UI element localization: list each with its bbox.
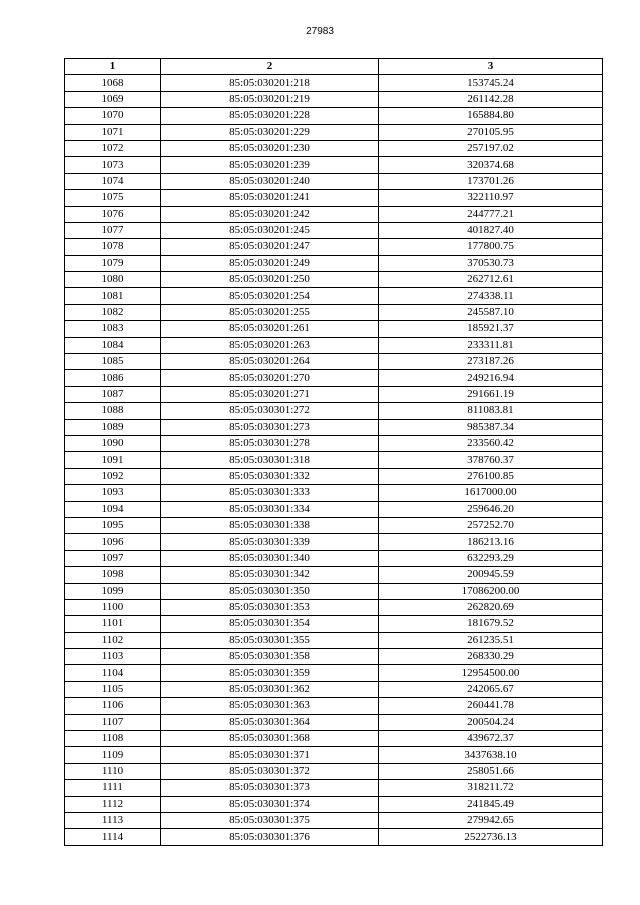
cadastral-number-cell: 85:05:030301:354 [161,616,379,632]
table-row [65,255,603,271]
value-cell: 268330.29 [379,649,603,665]
cadastral-number-cell: 85:05:030301:338 [161,517,379,533]
value-cell: 279942.65 [379,812,603,828]
value-cell: 632293.29 [379,550,603,566]
table-row [65,567,603,583]
cadastral-number-cell: 85:05:030301:273 [161,419,379,435]
row-number-cell: 1092 [65,468,161,484]
row-number-cell: 1110 [65,763,161,779]
row-number-cell: 1109 [65,747,161,763]
value-cell: 273187.26 [379,354,603,370]
value-cell: 241845.49 [379,796,603,812]
table-row [65,304,603,320]
cadastral-number-cell: 85:05:030301:318 [161,452,379,468]
table-row [65,632,603,648]
table-row [65,173,603,189]
table-row [65,239,603,255]
table-row [65,517,603,533]
row-number-cell: 1073 [65,157,161,173]
row-number-cell: 1093 [65,485,161,501]
table-body [65,75,603,845]
cadastral-number-cell: 85:05:030201:241 [161,190,379,206]
cadastral-number-cell: 85:05:030301:359 [161,665,379,681]
table-row [65,599,603,615]
row-number-cell: 1081 [65,288,161,304]
value-cell: 291661.19 [379,386,603,402]
table-row [65,452,603,468]
table-row [65,435,603,451]
value-cell: 260441.78 [379,698,603,714]
cadastral-number-cell: 85:05:030201:261 [161,321,379,337]
cadastral-number-cell: 85:05:030201:240 [161,173,379,189]
table-row [65,370,603,386]
table-row [65,272,603,288]
cadastral-number-cell: 85:05:030301:350 [161,583,379,599]
value-cell: 259646.20 [379,501,603,517]
value-cell: 439672.37 [379,731,603,747]
value-cell: 258051.66 [379,763,603,779]
value-cell: 153745.24 [379,75,603,91]
value-cell: 320374.68 [379,157,603,173]
row-number-cell: 1091 [65,452,161,468]
cadastral-number-cell: 85:05:030301:272 [161,403,379,419]
table-row [65,190,603,206]
table-row [65,468,603,484]
cadastral-number-cell: 85:05:030201:228 [161,108,379,124]
table-row [65,731,603,747]
row-number-cell: 1082 [65,304,161,320]
value-cell: 401827.40 [379,222,603,238]
cadastral-number-cell: 85:05:030301:374 [161,796,379,812]
table-row [65,321,603,337]
cadastral-number-cell: 85:05:030201:263 [161,337,379,353]
cadastral-number-cell: 85:05:030201:254 [161,288,379,304]
table-row [65,747,603,763]
row-number-cell: 1075 [65,190,161,206]
cadastral-number-cell: 85:05:030301:371 [161,747,379,763]
row-number-cell: 1084 [65,337,161,353]
value-cell: 1617000.00 [379,485,603,501]
table-row [65,501,603,517]
value-cell: 249216.94 [379,370,603,386]
value-cell: 261235.51 [379,632,603,648]
row-number-cell: 1088 [65,403,161,419]
row-number-cell: 1108 [65,731,161,747]
cadastral-number-cell: 85:05:030301:278 [161,435,379,451]
data-table [64,58,603,846]
cadastral-number-cell: 85:05:030201:264 [161,354,379,370]
row-number-cell: 1070 [65,108,161,124]
row-number-cell: 1068 [65,75,161,91]
value-cell: 200504.24 [379,714,603,730]
row-number-cell: 1100 [65,599,161,615]
row-number-cell: 1090 [65,435,161,451]
table-row [65,698,603,714]
table-row [65,681,603,697]
cadastral-number-cell: 85:05:030201:230 [161,140,379,156]
table-row [65,763,603,779]
value-cell: 177800.75 [379,239,603,255]
table-row [65,796,603,812]
table-row [65,485,603,501]
value-cell: 811083.81 [379,403,603,419]
table-row [65,649,603,665]
cadastral-number-cell: 85:05:030301:363 [161,698,379,714]
row-number-cell: 1111 [65,780,161,796]
row-number-cell: 1098 [65,567,161,583]
table-row [65,714,603,730]
row-number-cell: 1106 [65,698,161,714]
row-number-cell: 1072 [65,140,161,156]
cadastral-number-cell: 85:05:030301:332 [161,468,379,484]
row-number-cell: 1086 [65,370,161,386]
table-row [65,419,603,435]
table-row [65,337,603,353]
cadastral-number-cell: 85:05:030301:362 [161,681,379,697]
cadastral-number-cell: 85:05:030201:270 [161,370,379,386]
row-number-cell: 1083 [65,321,161,337]
table-row [65,829,603,845]
table-row [65,534,603,550]
row-number-cell: 1094 [65,501,161,517]
cadastral-number-cell: 85:05:030201:219 [161,91,379,107]
cadastral-number-cell: 85:05:030201:255 [161,304,379,320]
value-cell: 257252.70 [379,517,603,533]
cadastral-number-cell: 85:05:030301:334 [161,501,379,517]
value-cell: 245587.10 [379,304,603,320]
table-row [65,616,603,632]
table-row [65,157,603,173]
page-number: 27983 [306,26,334,37]
row-number-cell: 1101 [65,616,161,632]
row-number-cell: 1080 [65,272,161,288]
row-number-cell: 1069 [65,91,161,107]
value-cell: 244777.21 [379,206,603,222]
value-cell: 318211.72 [379,780,603,796]
row-number-cell: 1076 [65,206,161,222]
value-cell: 262712.61 [379,272,603,288]
row-number-cell: 1103 [65,649,161,665]
row-number-cell: 1107 [65,714,161,730]
value-cell: 173701.26 [379,173,603,189]
cadastral-number-cell: 85:05:030301:353 [161,599,379,615]
table-row [65,108,603,124]
table-row [65,583,603,599]
value-cell: 262820.69 [379,599,603,615]
cadastral-number-cell: 85:05:030301:372 [161,763,379,779]
table-row [65,812,603,828]
row-number-cell: 1077 [65,222,161,238]
table-row [65,665,603,681]
cadastral-number-cell: 85:05:030301:373 [161,780,379,796]
row-number-cell: 1113 [65,812,161,828]
cadastral-number-cell: 85:05:030301:342 [161,567,379,583]
value-cell: 322110.97 [379,190,603,206]
row-number-cell: 1079 [65,255,161,271]
header-row [65,59,603,75]
row-number-cell: 1114 [65,829,161,845]
value-cell: 165884.80 [379,108,603,124]
table-row [65,550,603,566]
cadastral-number-cell: 85:05:030201:239 [161,157,379,173]
cadastral-number-cell: 85:05:030201:250 [161,272,379,288]
cadastral-number-cell: 85:05:030301:358 [161,649,379,665]
row-number-cell: 1099 [65,583,161,599]
column-header-2: 2 [161,59,379,75]
cadastral-number-cell: 85:05:030301:375 [161,812,379,828]
row-number-cell: 1078 [65,239,161,255]
table-row [65,780,603,796]
value-cell: 233311.81 [379,337,603,353]
value-cell: 370530.73 [379,255,603,271]
cadastral-number-cell: 85:05:030201:218 [161,75,379,91]
row-number-cell: 1095 [65,517,161,533]
value-cell: 257197.02 [379,140,603,156]
table-row [65,288,603,304]
table-header [65,59,603,75]
column-header-1: 1 [65,59,161,75]
value-cell: 17086200.00 [379,583,603,599]
value-cell: 276100.85 [379,468,603,484]
value-cell: 186213.16 [379,534,603,550]
row-number-cell: 1104 [65,665,161,681]
table-row [65,140,603,156]
cadastral-number-cell: 85:05:030301:364 [161,714,379,730]
cadastral-number-cell: 85:05:030201:249 [161,255,379,271]
cadastral-number-cell: 85:05:030301:368 [161,731,379,747]
value-cell: 12954500.00 [379,665,603,681]
table-row [65,75,603,91]
row-number-cell: 1085 [65,354,161,370]
cadastral-number-cell: 85:05:030201:229 [161,124,379,140]
row-number-cell: 1087 [65,386,161,402]
value-cell: 181679.52 [379,616,603,632]
cadastral-number-cell: 85:05:030301:340 [161,550,379,566]
row-number-cell: 1074 [65,173,161,189]
cadastral-number-cell: 85:05:030301:376 [161,829,379,845]
table-row [65,403,603,419]
value-cell: 985387.34 [379,419,603,435]
cadastral-number-cell: 85:05:030201:247 [161,239,379,255]
table-row [65,222,603,238]
row-number-cell: 1112 [65,796,161,812]
table-row [65,91,603,107]
value-cell: 261142.28 [379,91,603,107]
value-cell: 2522736.13 [379,829,603,845]
value-cell: 242065.67 [379,681,603,697]
value-cell: 378760.37 [379,452,603,468]
row-number-cell: 1096 [65,534,161,550]
row-number-cell: 1089 [65,419,161,435]
table-row [65,354,603,370]
value-cell: 274338.11 [379,288,603,304]
cadastral-number-cell: 85:05:030201:245 [161,222,379,238]
table-row [65,386,603,402]
row-number-cell: 1102 [65,632,161,648]
row-number-cell: 1105 [65,681,161,697]
row-number-cell: 1071 [65,124,161,140]
cadastral-number-cell: 85:05:030301:333 [161,485,379,501]
value-cell: 185921.37 [379,321,603,337]
value-cell: 233560.42 [379,435,603,451]
cadastral-number-cell: 85:05:030201:271 [161,386,379,402]
value-cell: 270105.95 [379,124,603,140]
value-cell: 200945.59 [379,567,603,583]
column-header-3: 3 [379,59,603,75]
cadastral-number-cell: 85:05:030301:339 [161,534,379,550]
table-row [65,206,603,222]
cadastral-number-cell: 85:05:030301:355 [161,632,379,648]
table-row [65,124,603,140]
row-number-cell: 1097 [65,550,161,566]
cadastral-number-cell: 85:05:030201:242 [161,206,379,222]
value-cell: 3437638.10 [379,747,603,763]
